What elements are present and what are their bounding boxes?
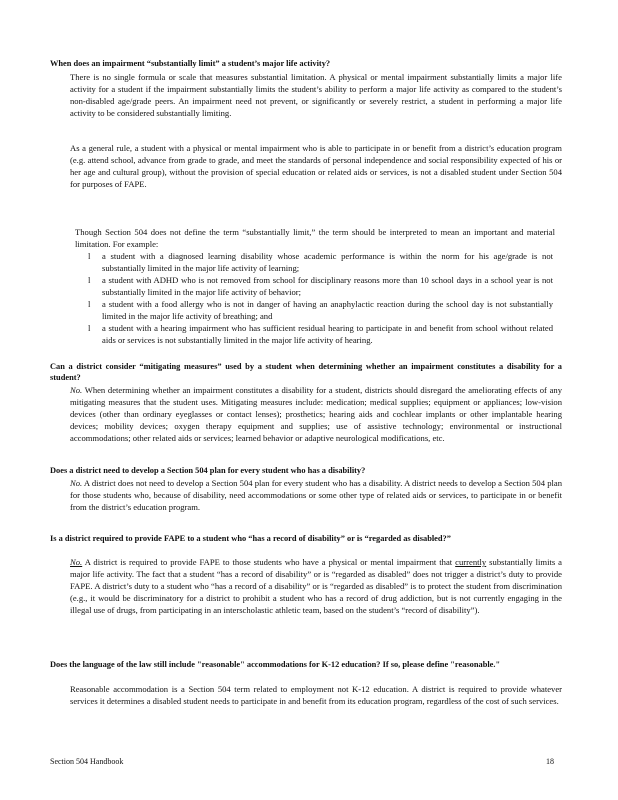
paragraph-mitigating-measures [70,384,562,444]
examples-list [88,250,553,346]
page-number: 18 [546,757,554,766]
question-substantially-limit: When does an impairment “substantially limit” a student’s major life activity? [50,59,331,68]
question-mitigating-measures: Can a district consider “mitigating measures” used by a student when determining whether an impairment constitutes a disability for a student? [50,362,562,382]
example-text: a student with a diagnosed learning disability whose academic performance is within the norm for his age/grade is not substantially limited in the major life activity of learning; [102,251,553,273]
bullet-icon: l [88,299,91,309]
paragraph-general-rule: As a general rule, a student with a physical or mental impairment who is able to participate in or benefit from a district’s education program (e.g. attend school, advance from grade to grade, and meet the standards of personal independence and social responsibility expected of his or her age and cultural group), without the provision of special education or related aids or services, is not a disabled student under Section 504 for purposes of FAPE. [70,143,562,189]
emphasis-currently: currently [455,557,487,567]
answer-no: No. [70,478,83,488]
question-record-of-disability: Is a district required to provide FAPE to a student who “has a record of disability” or is “regarded as disabled?” [50,534,451,543]
answer-no: No. [70,385,83,395]
paragraph-section-504-plan [70,477,562,513]
paragraph-no-single-formula: There is no single formula or scale that measures substantial limitation. A physical or mental impairment substantially limits a major life activity for a student if the impairment substantially limits the student’s ability to perform a major life activity as compared to the student’s non-disabled age/grade peers. An impairment need not prevent, or significantly or severely restrict, a student in performing a major life activity to be considered substantially limiting. [70,72,562,118]
footer-title: Section 504 Handbook [50,757,124,766]
question-reasonable-accommodations: Does the language of the law still include "reasonable" accommodations for K-12 education? If so, please define "reasonable." [50,660,501,669]
question-section-504-plan: Does a district need to develop a Section 504 plan for every student who has a disability? [50,466,366,475]
list-item [88,322,553,346]
answer-body: A district is required to provide FAPE to those students who have a physical or mental impairment that [82,557,456,567]
list-item [88,298,553,322]
answer-body: substantially limits a major life activity. The fact that a student “has a record of disability” or is “regarded as disabled” does not trigger a district’s duty to provide FAPE. A district’s duty to a student who “has a record of a disability” or is “regarded as disabled” is to protect the student from discrimination (e.g., it would be discriminatory for a district to prohibit a student who has a record of drug addiction, but is not currently engaging in the illegal use of drugs, from participating in an interscholastic athletic team, based on the student’s “record of disability”). [70,557,562,615]
answer-body: A district does not need to develop a Section 504 plan for every student who has a disability. A district needs to develop a Section 504 plan for those students who, because of disability, need accommodations or some other type of related aids or services, to participate in or benefit from the district’s education program. [70,478,562,512]
example-text: a student with a food allergy who is not in danger of having an anaphylactic reaction during the school day is not substantially limited in the major life activity of breathing; and [102,299,553,321]
answer-no: No. [70,557,83,567]
bullet-icon: l [88,323,91,333]
paragraph-substantially-limit-definition: Though Section 504 does not define the term “substantially limit,” the term should be interpreted to mean an important and material limitation. For example: [75,227,555,249]
example-text: a student with a hearing impairment who has sufficient residual hearing to participate in and benefit from school without related aids or services is not substantially limited in the major life activity of hearing. [102,323,553,345]
list-item [88,250,553,274]
list-item [88,274,553,298]
bullet-icon: l [88,275,91,285]
paragraph-record-of-disability [70,556,562,616]
answer-body: When determining whether an impairment constitutes a disability for a student, districts should disregard the ameliorating effects of any mitigating measures that the student uses. Mitigating measures include: medication; medical supplies; equipment or appliances; low-vision devices (other than ordinary eyeglasses or contact lenses); prosthetics; hearing aids and cochlear implants or other implantable hearing devices; mobility devices; oxygen therapy equipment and supplies; use of assistive technology; environmental or instructional accommodations; other related aids or services; learned behavior or adaptive neurological modifications, etc. [70,385,562,443]
bullet-icon: l [88,251,91,261]
example-text: a student with ADHD who is not removed from school for disciplinary reasons more than 10 school days in a school year is not substantially limited in the major life activity of behavior; [102,275,553,297]
paragraph-reasonable-accommodation: Reasonable accommodation is a Section 504 term related to employment not K-12 education. A district is required to provide whatever services it determines a disabled student needs to participate in and benefit from its education program, regardless of the cost of such services. [70,684,562,706]
